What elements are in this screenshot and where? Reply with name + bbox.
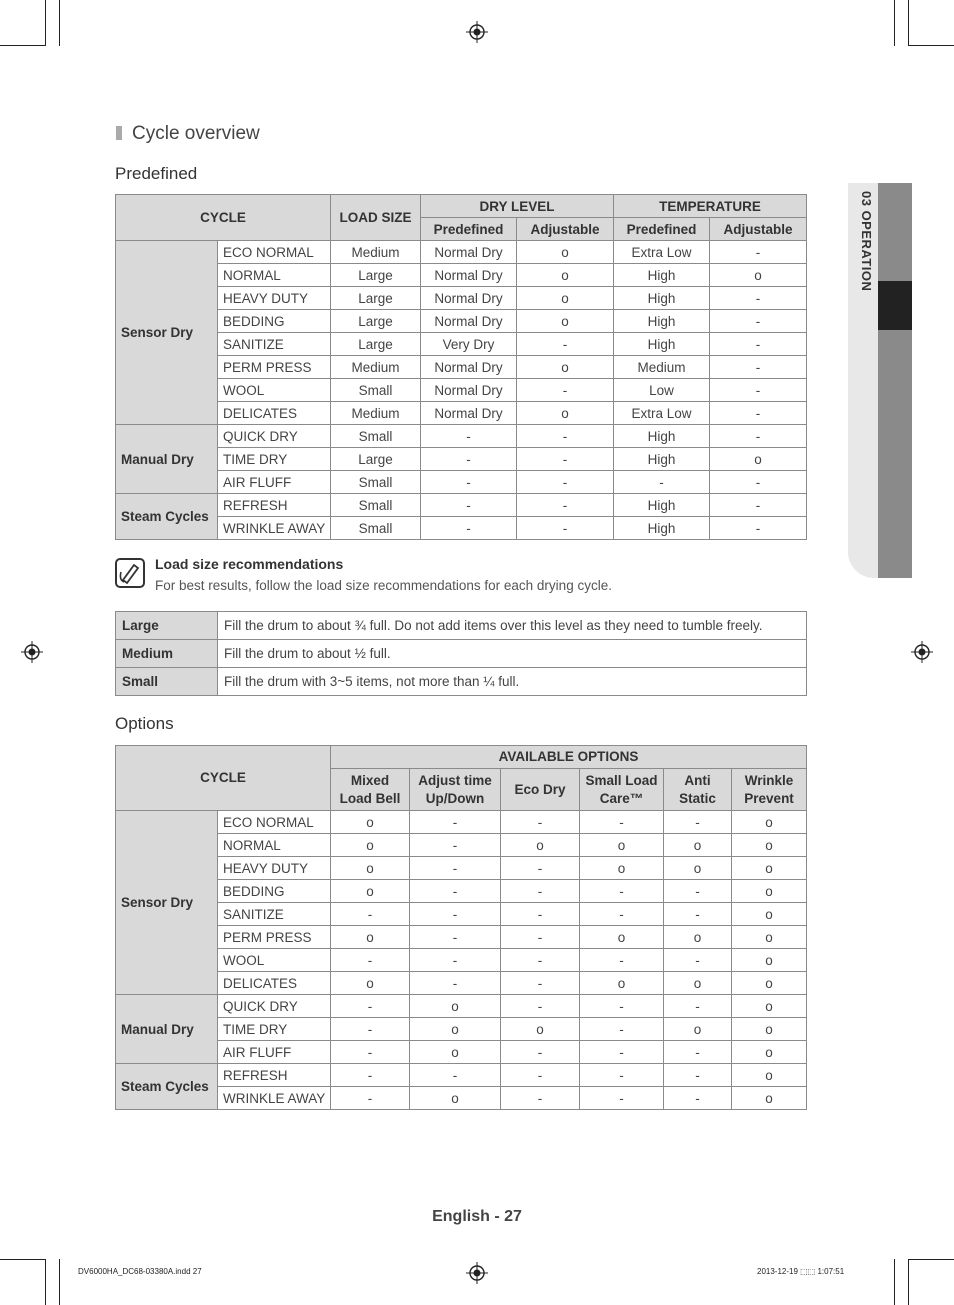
registration-mark-icon — [911, 641, 933, 663]
option-cell: o — [732, 995, 807, 1018]
option-cell: o — [501, 1018, 580, 1041]
table-row — [116, 1018, 807, 1041]
cycle-group-label: Sensor Dry — [116, 811, 218, 995]
dry-predefined-cell: - — [421, 494, 517, 517]
option-cell: o — [732, 834, 807, 857]
load-size-desc: Fill the drum to about ¾ full. Do not add items over this level as they need to tumble freely. — [218, 612, 807, 640]
option-cell: - — [664, 1064, 732, 1087]
table-row — [116, 264, 807, 287]
table-row — [116, 880, 807, 903]
option-cell: - — [331, 903, 410, 926]
temp-adjustable-cell: - — [710, 310, 807, 333]
section-title: Cycle overview — [116, 123, 260, 145]
dry-predefined-cell: Normal Dry — [421, 379, 517, 402]
load-size-cell: Medium — [331, 356, 421, 379]
option-cell: o — [580, 834, 664, 857]
table-row — [116, 517, 807, 540]
temp-adjustable-cell: - — [710, 471, 807, 494]
temp-predefined-cell: High — [614, 448, 710, 471]
table-row — [116, 471, 807, 494]
print-slug-right: 2013-12-19 ⬚⬚ 1:07:51 — [757, 1267, 845, 1276]
table-row — [116, 425, 807, 448]
table-row — [116, 949, 807, 972]
table-row — [116, 1087, 807, 1110]
cycle-group-label: Steam Cycles — [116, 494, 218, 540]
dry-adjustable-cell: o — [517, 264, 614, 287]
table-row — [116, 668, 807, 696]
header-mixed-load-bell: Mixed Load Bell — [331, 769, 410, 811]
table-row — [116, 287, 807, 310]
temp-predefined-cell: High — [614, 287, 710, 310]
option-cell: - — [501, 880, 580, 903]
registration-mark-icon — [21, 641, 43, 663]
dry-predefined-cell: - — [421, 471, 517, 494]
table-row — [116, 402, 807, 425]
registration-mark-icon — [466, 1262, 488, 1284]
option-cell: - — [664, 949, 732, 972]
cycle-name: WOOL — [218, 949, 331, 972]
option-cell: - — [580, 995, 664, 1018]
option-cell: o — [331, 811, 410, 834]
dry-adjustable-cell: - — [517, 494, 614, 517]
table-row — [116, 356, 807, 379]
load-size-cell: Small — [331, 471, 421, 494]
header-temp-predefined: Predefined — [614, 218, 710, 241]
option-cell: - — [580, 1087, 664, 1110]
cycle-name: AIR FLUFF — [218, 471, 331, 494]
dry-adjustable-cell: o — [517, 287, 614, 310]
cycle-name: WRINKLE AWAY — [218, 1087, 331, 1110]
option-cell: - — [331, 995, 410, 1018]
load-size-cell: Large — [331, 333, 421, 356]
option-cell: o — [732, 1087, 807, 1110]
option-cell: - — [410, 926, 501, 949]
temp-adjustable-cell: - — [710, 356, 807, 379]
load-size-cell: Small — [331, 494, 421, 517]
cycle-group-label: Steam Cycles — [116, 1064, 218, 1110]
dry-predefined-cell: - — [421, 517, 517, 540]
print-slug-left: DV6000HA_DC68-03380A.indd 27 — [78, 1267, 202, 1276]
option-cell: - — [664, 995, 732, 1018]
header-available-options: AVAILABLE OPTIONS — [331, 746, 807, 769]
table-row — [116, 310, 807, 333]
dry-predefined-cell: Normal Dry — [421, 402, 517, 425]
header-dry-predefined: Predefined — [421, 218, 517, 241]
cycle-name: SANITIZE — [218, 333, 331, 356]
load-size-cell: Large — [331, 264, 421, 287]
header-temp-adjustable: Adjustable — [710, 218, 807, 241]
cycle-group-label: Manual Dry — [116, 425, 218, 494]
temp-predefined-cell: Medium — [614, 356, 710, 379]
table-row — [116, 494, 807, 517]
load-size-cell: Large — [331, 310, 421, 333]
option-cell: o — [331, 857, 410, 880]
option-cell: o — [664, 972, 732, 995]
dry-predefined-cell: Very Dry — [421, 333, 517, 356]
load-size-table — [115, 611, 807, 696]
option-cell: - — [664, 880, 732, 903]
option-cell: - — [501, 972, 580, 995]
note-title: Load size recommendations — [155, 556, 344, 572]
cycle-name: PERM PRESS — [218, 356, 331, 379]
cycle-name: WRINKLE AWAY — [218, 517, 331, 540]
option-cell: - — [501, 857, 580, 880]
temp-predefined-cell: High — [614, 310, 710, 333]
option-cell: o — [664, 857, 732, 880]
cycle-name: BEDDING — [218, 880, 331, 903]
dry-adjustable-cell: - — [517, 379, 614, 402]
option-cell: o — [580, 926, 664, 949]
load-size-label: Medium — [116, 640, 218, 668]
dry-predefined-cell: - — [421, 425, 517, 448]
dry-predefined-cell: Normal Dry — [421, 241, 517, 264]
temp-predefined-cell: High — [614, 425, 710, 448]
table-row — [116, 811, 807, 834]
cycle-name: QUICK DRY — [218, 425, 331, 448]
temp-predefined-cell: Extra Low — [614, 402, 710, 425]
dry-adjustable-cell: o — [517, 310, 614, 333]
cycle-name: NORMAL — [218, 264, 331, 287]
option-cell: - — [410, 972, 501, 995]
option-cell: - — [410, 903, 501, 926]
option-cell: - — [501, 811, 580, 834]
temp-adjustable-cell: - — [710, 241, 807, 264]
table-row — [116, 333, 807, 356]
temp-predefined-cell: Low — [614, 379, 710, 402]
option-cell: o — [664, 834, 732, 857]
load-size-label: Large — [116, 612, 218, 640]
header-adjust-time: Adjust time Up/Down — [410, 769, 501, 811]
load-size-cell: Medium — [331, 402, 421, 425]
option-cell: o — [664, 1018, 732, 1041]
option-cell: o — [331, 972, 410, 995]
load-size-cell: Large — [331, 287, 421, 310]
dry-adjustable-cell: - — [517, 471, 614, 494]
cycle-name: BEDDING — [218, 310, 331, 333]
temp-predefined-cell: High — [614, 494, 710, 517]
cycle-name: REFRESH — [218, 1064, 331, 1087]
cycle-name: HEAVY DUTY — [218, 857, 331, 880]
predefined-table — [115, 194, 807, 540]
option-cell: - — [410, 834, 501, 857]
option-cell: o — [410, 995, 501, 1018]
cycle-name: DELICATES — [218, 972, 331, 995]
table-row — [116, 926, 807, 949]
chapter-side-tab — [848, 183, 912, 578]
dry-adjustable-cell: o — [517, 402, 614, 425]
option-cell: o — [732, 926, 807, 949]
option-cell: o — [732, 857, 807, 880]
option-cell: o — [580, 857, 664, 880]
option-cell: o — [732, 1041, 807, 1064]
option-cell: o — [331, 834, 410, 857]
option-cell: o — [410, 1018, 501, 1041]
temp-adjustable-cell: - — [710, 333, 807, 356]
dry-predefined-cell: Normal Dry — [421, 310, 517, 333]
table-row — [116, 834, 807, 857]
option-cell: - — [580, 1018, 664, 1041]
table-row — [116, 1041, 807, 1064]
temp-predefined-cell: High — [614, 517, 710, 540]
cycle-name: WOOL — [218, 379, 331, 402]
table-row — [116, 448, 807, 471]
option-cell: - — [664, 811, 732, 834]
table-row — [116, 612, 807, 640]
table-row — [116, 903, 807, 926]
option-cell: - — [501, 949, 580, 972]
temp-adjustable-cell: - — [710, 402, 807, 425]
table-row — [116, 1064, 807, 1087]
temp-predefined-cell: High — [614, 264, 710, 287]
option-cell: - — [410, 1064, 501, 1087]
temp-adjustable-cell: - — [710, 425, 807, 448]
dry-adjustable-cell: - — [517, 448, 614, 471]
option-cell: - — [501, 1041, 580, 1064]
option-cell: - — [580, 1041, 664, 1064]
table-row — [116, 640, 807, 668]
option-cell: - — [331, 1087, 410, 1110]
option-cell: - — [580, 949, 664, 972]
options-table — [115, 745, 807, 1110]
cycle-name: ECO NORMAL — [218, 811, 331, 834]
option-cell: - — [331, 1018, 410, 1041]
option-cell: o — [580, 972, 664, 995]
dry-adjustable-cell: o — [517, 356, 614, 379]
temp-adjustable-cell: - — [710, 379, 807, 402]
cycle-name: SANITIZE — [218, 903, 331, 926]
header-wrinkle-prevent: Wrinkle Prevent — [732, 769, 807, 811]
option-cell: o — [410, 1041, 501, 1064]
option-cell: - — [501, 926, 580, 949]
option-cell: - — [580, 1064, 664, 1087]
predefined-heading: Predefined — [115, 164, 198, 183]
temp-predefined-cell: High — [614, 333, 710, 356]
table-row — [116, 972, 807, 995]
chapter-label: 03 OPERATION — [859, 191, 874, 292]
option-cell: o — [732, 811, 807, 834]
option-cell: - — [501, 995, 580, 1018]
load-size-cell: Medium — [331, 241, 421, 264]
option-cell: o — [501, 834, 580, 857]
cycle-name: NORMAL — [218, 834, 331, 857]
cycle-name: ECO NORMAL — [218, 241, 331, 264]
header-eco-dry: Eco Dry — [501, 769, 580, 811]
pencil-note-icon — [115, 558, 145, 588]
table-row — [116, 241, 807, 264]
option-cell: - — [501, 1087, 580, 1110]
cycle-name: DELICATES — [218, 402, 331, 425]
cycle-name: PERM PRESS — [218, 926, 331, 949]
header-load-size: LOAD SIZE — [331, 195, 421, 241]
header-cycle: CYCLE — [116, 195, 331, 241]
cycle-name: REFRESH — [218, 494, 331, 517]
cycle-group-label: Manual Dry — [116, 995, 218, 1064]
temp-predefined-cell: Extra Low — [614, 241, 710, 264]
option-cell: - — [331, 1064, 410, 1087]
option-cell: - — [501, 903, 580, 926]
registration-mark-icon — [466, 21, 488, 43]
cycle-name: TIME DRY — [218, 1018, 331, 1041]
header-anti-static: Anti Static — [664, 769, 732, 811]
option-cell: - — [664, 903, 732, 926]
table-row — [116, 857, 807, 880]
option-cell: - — [331, 1041, 410, 1064]
cycle-name: AIR FLUFF — [218, 1041, 331, 1064]
option-cell: - — [664, 1087, 732, 1110]
temp-adjustable-cell: - — [710, 494, 807, 517]
cycle-name: QUICK DRY — [218, 995, 331, 1018]
temp-adjustable-cell: o — [710, 448, 807, 471]
temp-adjustable-cell: - — [710, 287, 807, 310]
header-temperature: TEMPERATURE — [614, 195, 807, 218]
cycle-name: HEAVY DUTY — [218, 287, 331, 310]
page-footer: English - 27 — [432, 1208, 522, 1225]
temp-adjustable-cell: o — [710, 264, 807, 287]
header-dry-adjustable: Adjustable — [517, 218, 614, 241]
cycle-group-label: Sensor Dry — [116, 241, 218, 425]
option-cell: - — [410, 857, 501, 880]
dry-predefined-cell: Normal Dry — [421, 287, 517, 310]
load-size-cell: Small — [331, 425, 421, 448]
option-cell: o — [732, 972, 807, 995]
load-size-cell: Small — [331, 517, 421, 540]
table-row — [116, 379, 807, 402]
option-cell: o — [732, 880, 807, 903]
header-small-load-care: Small Load Care™ — [580, 769, 664, 811]
option-cell: o — [664, 926, 732, 949]
option-cell: - — [410, 949, 501, 972]
dry-adjustable-cell: - — [517, 333, 614, 356]
option-cell: o — [732, 1064, 807, 1087]
dry-adjustable-cell: - — [517, 425, 614, 448]
dry-adjustable-cell: o — [517, 241, 614, 264]
option-cell: o — [331, 880, 410, 903]
option-cell: o — [732, 1018, 807, 1041]
option-cell: - — [580, 880, 664, 903]
option-cell: - — [580, 903, 664, 926]
note-text: For best results, follow the load size recommendations for each drying cycle. — [155, 578, 612, 593]
cycle-name: TIME DRY — [218, 448, 331, 471]
load-size-desc: Fill the drum with 3~5 items, not more than ¼ full. — [218, 668, 807, 696]
options-heading: Options — [115, 714, 174, 733]
temp-predefined-cell: - — [614, 471, 710, 494]
option-cell: o — [732, 949, 807, 972]
dry-predefined-cell: Normal Dry — [421, 264, 517, 287]
option-cell: - — [331, 949, 410, 972]
dry-predefined-cell: Normal Dry — [421, 356, 517, 379]
temp-adjustable-cell: - — [710, 517, 807, 540]
load-size-desc: Fill the drum to about ½ full. — [218, 640, 807, 668]
load-size-label: Small — [116, 668, 218, 696]
dry-adjustable-cell: - — [517, 517, 614, 540]
header-dry-level: DRY LEVEL — [421, 195, 614, 218]
header-cycle: CYCLE — [116, 746, 331, 811]
dry-predefined-cell: - — [421, 448, 517, 471]
load-size-cell: Small — [331, 379, 421, 402]
table-row — [116, 995, 807, 1018]
option-cell: - — [580, 811, 664, 834]
option-cell: o — [732, 903, 807, 926]
option-cell: o — [331, 926, 410, 949]
option-cell: - — [664, 1041, 732, 1064]
option-cell: o — [410, 1087, 501, 1110]
option-cell: - — [501, 1064, 580, 1087]
option-cell: - — [410, 880, 501, 903]
option-cell: - — [410, 811, 501, 834]
load-size-cell: Large — [331, 448, 421, 471]
